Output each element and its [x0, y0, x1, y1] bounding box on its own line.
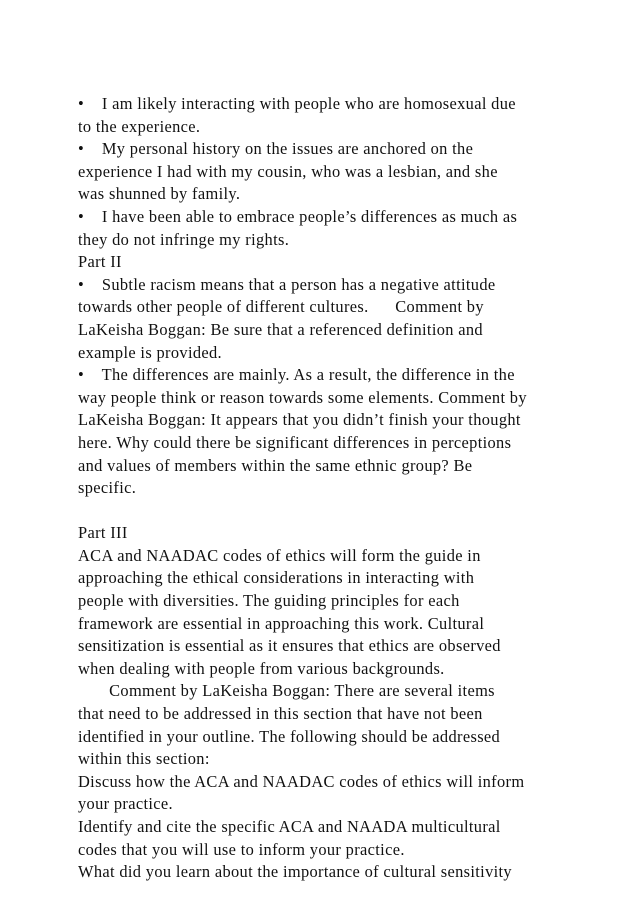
- text-line: ACA and NAADAC codes of ethics will form the guide in: [78, 545, 481, 565]
- text-line: people with diversities. The guiding principles for each: [78, 591, 460, 611]
- text-line: approaching the ethical considerations in interacting with: [78, 568, 475, 588]
- text-line: your practice.: [78, 794, 174, 814]
- text-line: Discuss how the ACA and NAADAC codes of ethics will inform: [78, 771, 525, 791]
- text-line: sensitization is essential as it ensures that ethics are observed: [78, 636, 501, 656]
- text-line: way people think or reason towards some elements. Comment by: [78, 387, 527, 407]
- text-line: to the experience.: [78, 116, 201, 136]
- text-line: Part II: [78, 252, 122, 272]
- text-line: identified in your outline. The following should be addressed: [78, 726, 501, 746]
- text-line: within this section:: [78, 749, 210, 769]
- text-line: they do not infringe my rights.: [78, 229, 290, 249]
- text-line: LaKeisha Boggan: It appears that you didn’t finish your thought: [78, 410, 521, 430]
- text-line: • I am likely interacting with people who are homosexual due: [78, 94, 516, 113]
- text-line: What did you learn about the importance of cultural sensitivity: [78, 862, 512, 882]
- text-line: example is provided.: [78, 342, 223, 362]
- text-line: here. Why could there be significant differences in perceptions: [78, 432, 512, 452]
- text-line: codes that you will use to inform your practice.: [78, 839, 405, 859]
- text-line: when dealing with people from various backgrounds.: [78, 658, 445, 678]
- text-line: and values of members within the same ethnic group? Be: [78, 455, 473, 475]
- text-line: • Subtle racism means that a person has a negative attitude: [78, 274, 496, 294]
- text-line: experience I had with my cousin, who was a lesbian, and she: [78, 161, 498, 181]
- text-line: towards other people of different cultures. Comment by: [78, 297, 484, 317]
- document-body: [78, 93, 578, 884]
- text-line: Part III: [78, 523, 128, 543]
- text-line: LaKeisha Boggan: Be sure that a referenced definition and: [78, 319, 483, 339]
- text-line: • I have been able to embrace people’s differences as much as: [78, 206, 518, 226]
- text-line: specific.: [78, 478, 137, 498]
- text-line: was shunned by family.: [78, 184, 241, 204]
- blank-line: [78, 500, 578, 523]
- text-line: framework are essential in approaching this work. Cultural: [78, 613, 485, 633]
- text-line: Comment by LaKeisha Boggan: There are several items: [78, 681, 495, 701]
- text-line: Identify and cite the specific ACA and NAADA multicultural: [78, 817, 501, 836]
- text-line: that need to be addressed in this section that have not been: [78, 704, 483, 724]
- text-line: • The differences are mainly. As a result, the difference in the: [78, 365, 515, 385]
- text-line: • My personal history on the issues are anchored on the: [78, 139, 474, 159]
